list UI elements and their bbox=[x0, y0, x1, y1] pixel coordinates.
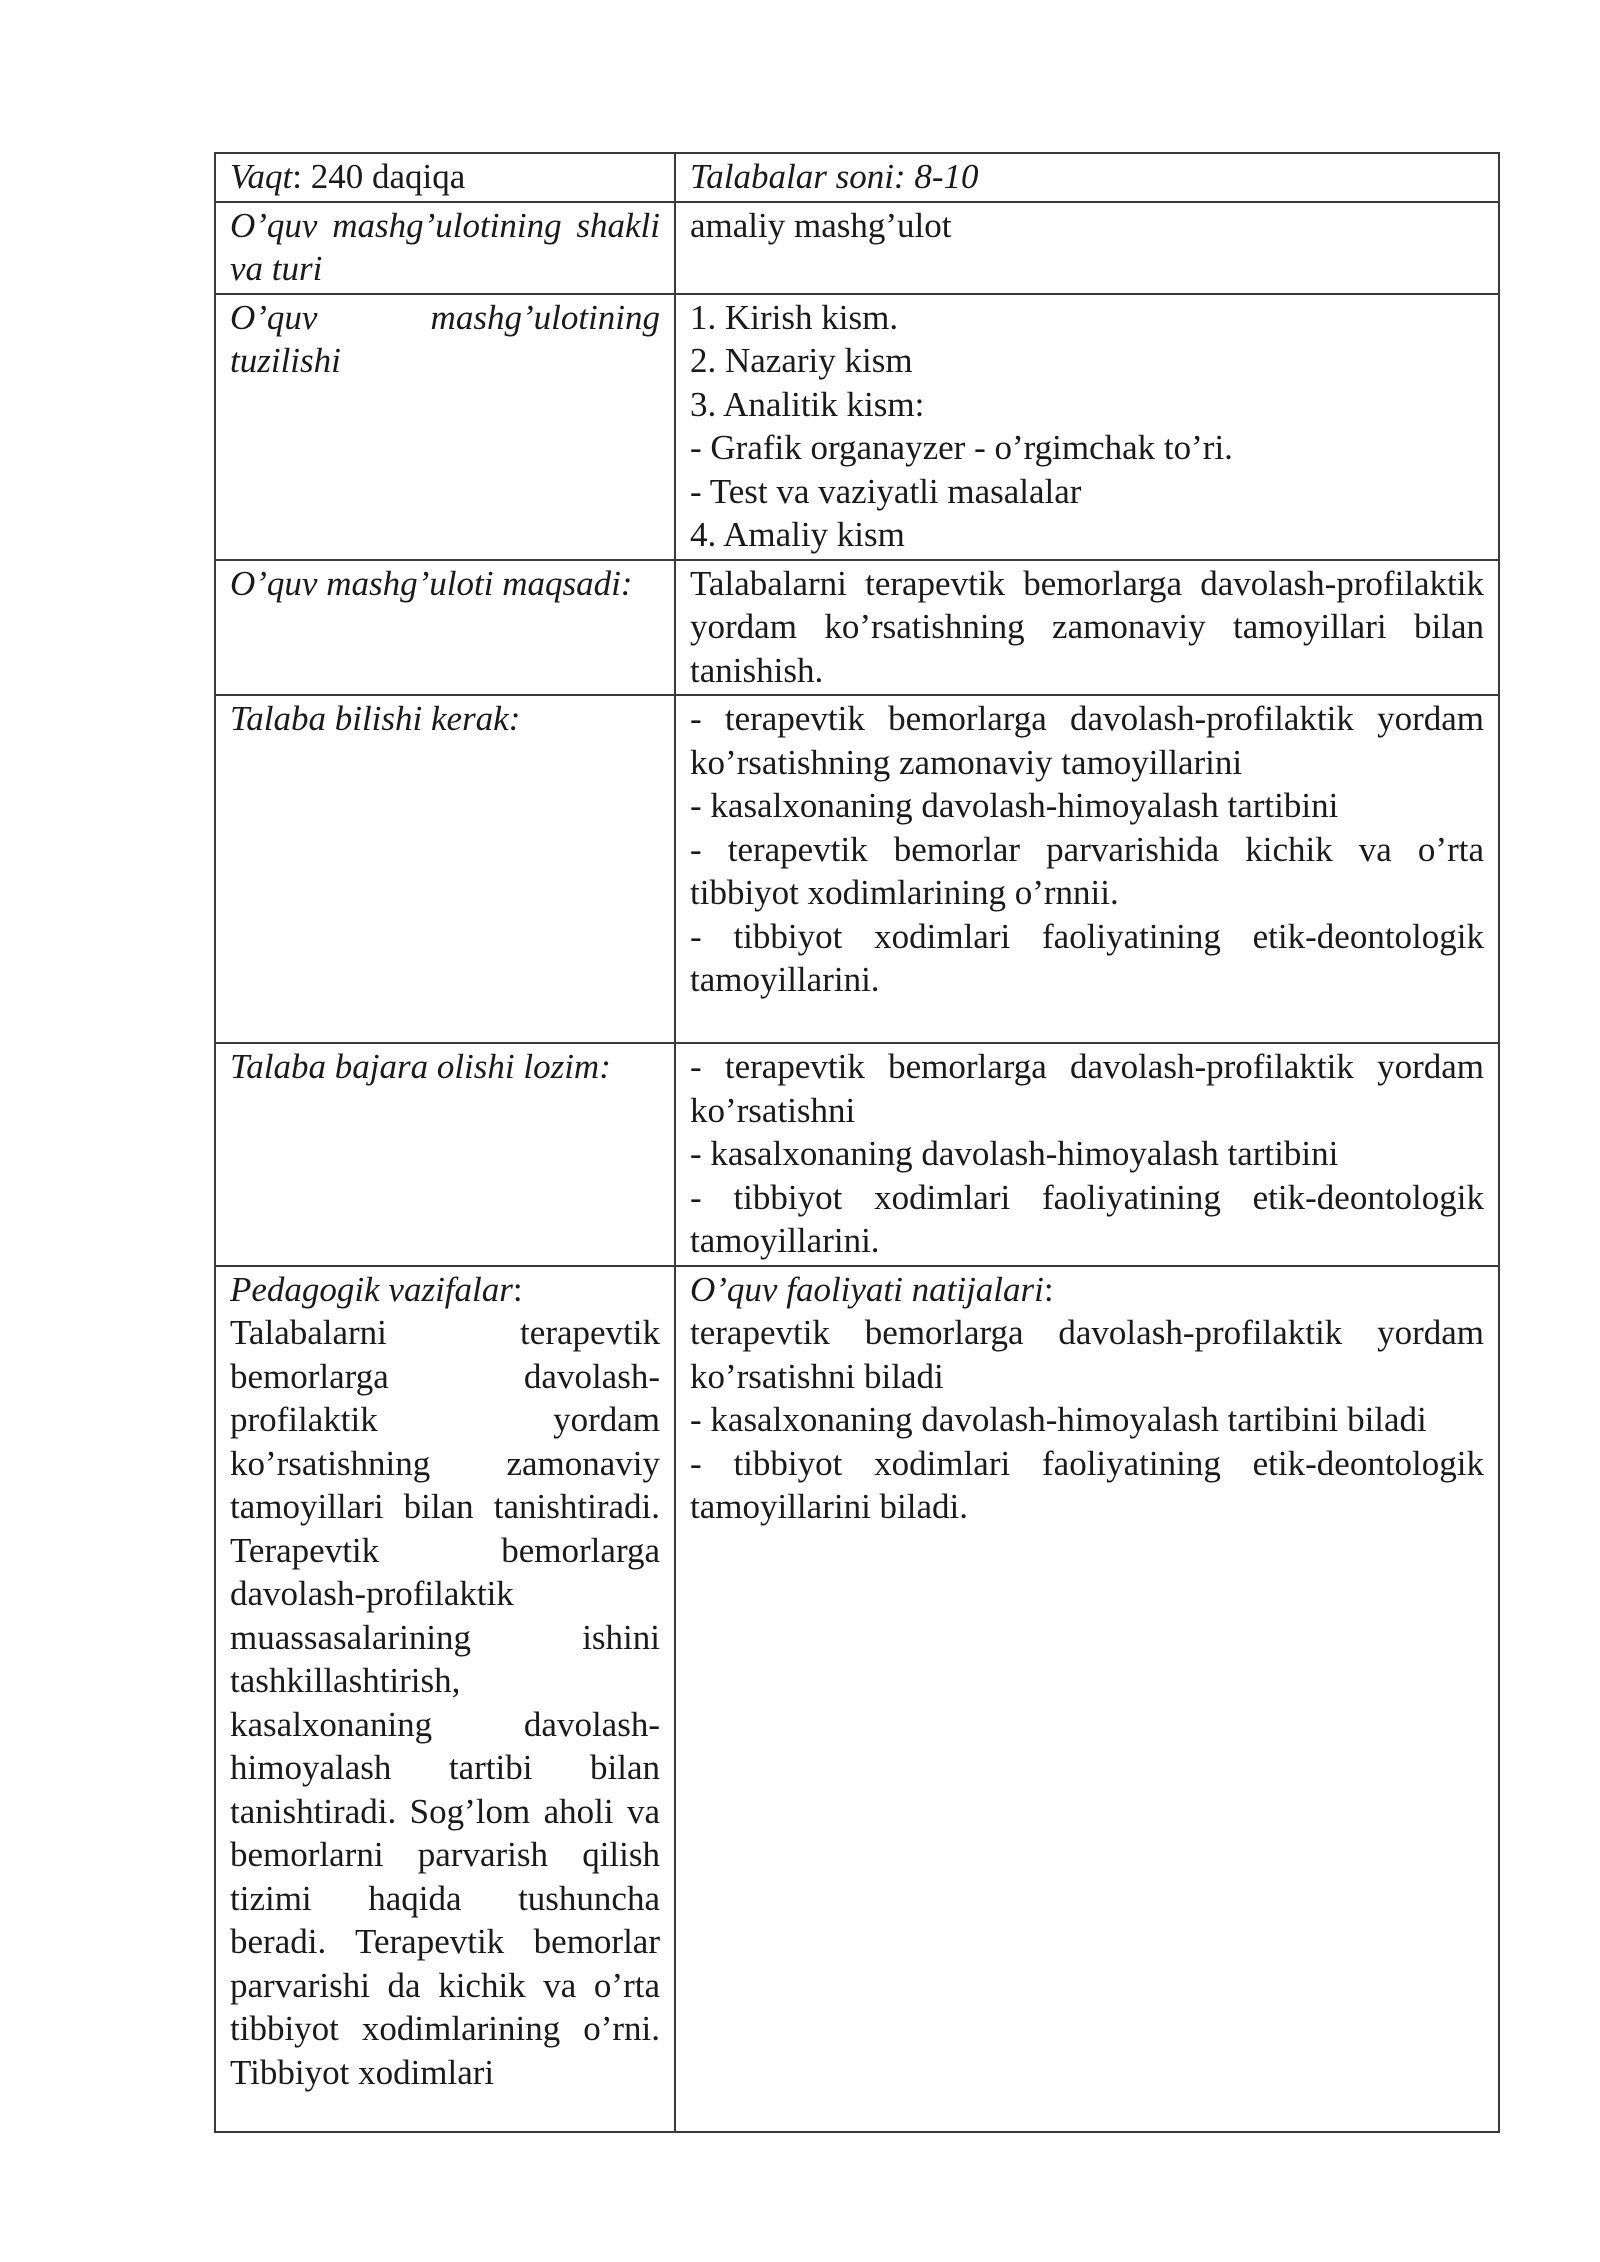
structure-item: 3. Analitik kism: bbox=[690, 384, 925, 424]
cell-time bbox=[215, 153, 675, 202]
structure-item: 4. Amaliy kism bbox=[690, 515, 905, 554]
row-form bbox=[215, 202, 1499, 294]
learning-outcome-item: - tibbiyot xodimlari faoliyatining etik-deontologik tamoyillarini biladi. bbox=[690, 1443, 1484, 1526]
cell-learning-outcomes bbox=[675, 1266, 1499, 2132]
learning-outcome-item: terapevtik bemorlarga davolash-profilaktik yordam ko’rsatishni biladi bbox=[690, 1313, 1484, 1396]
cell-structure-items bbox=[675, 294, 1499, 560]
structure-item: - Test va vaziyatli masalalar bbox=[690, 471, 1082, 511]
row-tasks bbox=[215, 1266, 1499, 2132]
structure-item: 2. Nazariy kism bbox=[690, 341, 913, 380]
lesson-plan-table bbox=[214, 152, 1500, 2133]
cell-do-items bbox=[675, 1043, 1499, 1266]
cell-know-label: Talaba bilishi kerak: bbox=[215, 695, 675, 1043]
cell-form-label: O’quv mashg’ulotining shakli va turi bbox=[215, 202, 675, 294]
row-know bbox=[215, 695, 1499, 1043]
time-label: Vaqt bbox=[230, 157, 293, 196]
structure-item: 1. Kirish kism. bbox=[690, 297, 899, 337]
row-structure bbox=[215, 294, 1499, 560]
pedagogical-tasks-text: Talabalarni terapevtik bemorlarga davolash-profilaktik yordam ko’rsatishning zamonaviy tamoyillari bilan tanishtiradi. Terapevtik bemorlarga davolash-profilaktik muassasalarining ishini tashkillashtirish, kasalxonaning davolash-himoyalash tartibi bilan tanishtiradi. Sog’lom aholi va bemorlarni parvarish qilish tizimi haqida tushuncha beradi. Terapevtik bemorlar parvarishi da kichik va o’rta tibbiyot xodimlarining o’rni. Tibbiyot xodimlari bbox=[230, 1313, 660, 2092]
cell-structure-label: O’quv mashg’ulotining tuzilishi bbox=[215, 294, 675, 560]
learning-outcomes-title: O’quv faoliyati natijalari bbox=[690, 1269, 1044, 1309]
pedagogical-tasks-colon: : bbox=[512, 1269, 523, 1309]
structure-item: - Grafik organayzer - o’rgimchak to’ri. bbox=[690, 428, 1233, 467]
pedagogical-tasks-title: Pedagogik vazifalar bbox=[230, 1269, 513, 1309]
row-do bbox=[215, 1043, 1499, 1266]
cell-pedagogical-tasks bbox=[215, 1266, 675, 2132]
do-item: - kasalxonaning davolash-himoyalash tartibini bbox=[690, 1134, 1339, 1173]
row-time bbox=[215, 153, 1499, 202]
cell-goal-value: Talabalarni terapevtik bemorlarga davolash-profilaktik yordam ko’rsatishning zamonaviy tamoyillari bilan tanishish. bbox=[675, 560, 1499, 696]
know-item: - tibbiyot xodimlari faoliyatining etik-deontologik tamoyillarini. bbox=[690, 916, 1484, 999]
time-value: : 240 daqiqa bbox=[292, 157, 466, 196]
know-item: - terapevtik bemorlar parvarishida kichik va o’rta tibbiyot xodimlarining o’rnnii. bbox=[690, 829, 1484, 912]
do-item: - terapevtik bemorlarga davolash-profilaktik yordam ko’rsatishni bbox=[690, 1047, 1484, 1130]
know-item: - terapevtik bemorlarga davolash-profilaktik yordam ko’rsatishning zamonaviy tamoyillarini bbox=[690, 699, 1484, 782]
learning-outcome-item: - kasalxonaning davolash-himoyalash tartibini biladi bbox=[690, 1400, 1427, 1439]
cell-do-label: Talaba bajara olishi lozim: bbox=[215, 1043, 675, 1266]
cell-form-value: amaliy mashg’ulot bbox=[675, 202, 1499, 294]
cell-goal-label: O’quv mashg’uloti maqsadi: bbox=[215, 560, 675, 696]
cell-students: Talabalar soni: 8-10 bbox=[675, 153, 1499, 202]
do-item: - tibbiyot xodimlari faoliyatining etik-deontologik tamoyillarini. bbox=[690, 1177, 1484, 1260]
know-item: - kasalxonaning davolash-himoyalash tartibini bbox=[690, 786, 1339, 825]
learning-outcomes-colon: : bbox=[1043, 1269, 1054, 1309]
cell-know-items bbox=[675, 695, 1499, 1043]
row-goal bbox=[215, 560, 1499, 696]
